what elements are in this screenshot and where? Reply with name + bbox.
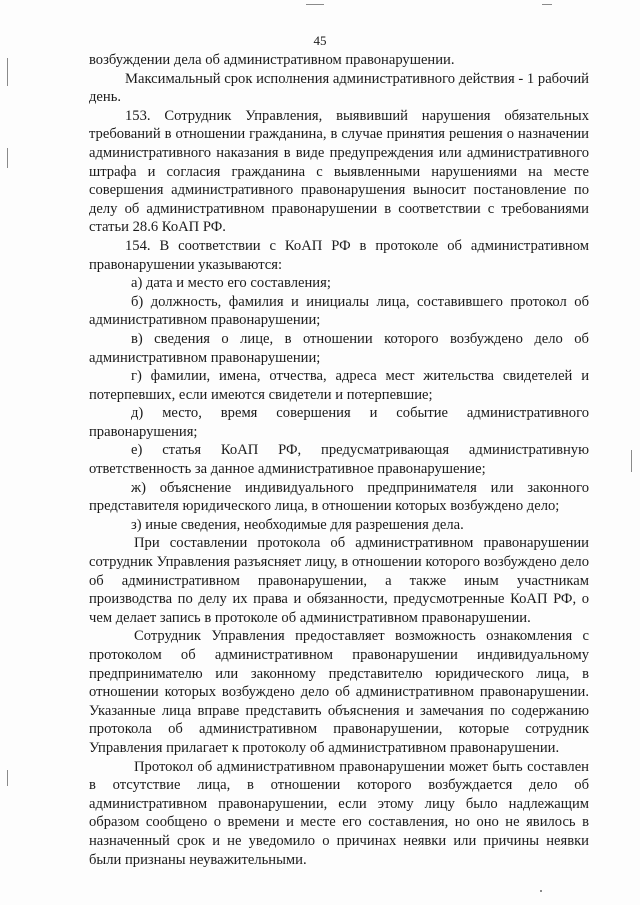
paragraph-rights-explanation: При составлении протокола об административном правонарушении сотрудник Управления разъясняет лицу, в отношении которого возбуждено дело об административном правонарушении, а также иным участникам производства по делу их права и обязанности, предусмотренные КоАП РФ, о чем делает запись в протоколе об административном правонарушении.	[89, 535, 589, 626]
list-item-b: б) должность, фамилия и инициалы лица, составившего протокол об административном правонарушении;	[89, 293, 589, 329]
list-item-z: з) иные сведения, необходимые для разрешения дела.	[131, 516, 464, 533]
paragraph-absence: Протокол об административном правонарушении может быть составлен в отсутствие лица, в отношении которого возбуждается дело об административном правонарушении, если этому лицу было надлежащим образом сообщено о времени и месте его составления, но оно не явилось в назначенный срок и не уведомило о причинах неявки или причины неявки были признаны неуважительными.	[89, 758, 589, 868]
list-item-e: е) статья КоАП РФ, предусматривающая административную ответственность за данное административное правонарушение;	[89, 442, 589, 478]
document-body	[89, 51, 589, 869]
paragraph-max-term: Максимальный срок исполнения административного действия - 1 рабочий день.	[89, 70, 589, 106]
paragraph-protocol-review: Сотрудник Управления предоставляет возможность ознакомления с протоколом об административном правонарушении индивидуальному предпринимателю или законному представителю юридического лица, в отношении которых возбуждено дело об административном правонарушении. Указанные лица вправе представить объяснения и замечания по содержанию протокола об административном правонарушении, которые сотрудник Управления прилагает к протоколу об административном правонарушении.	[89, 628, 589, 756]
paragraph-153: 153. Сотрудник Управления, выявивший нарушения обязательных требований в отношении гражданина, в случае принятия решения о назначении административного наказания в виде предупреждения или административного штрафа и согласия гражданина с выявленными нарушениями на месте совершения административного правонарушения выносит постановление по делу об административном правонарушении в соответствии с требованиями статьи 28.6 КоАП РФ.	[89, 107, 589, 236]
scan-mark-top-right	[542, 4, 552, 5]
list-item-v: в) сведения о лице, в отношении которого возбуждено дело об административном правонарушении;	[89, 330, 589, 366]
scan-mark-left-1	[7, 58, 8, 86]
list-item-a: а) дата и место его составления;	[131, 275, 331, 292]
scan-mark-right	[631, 450, 632, 472]
scan-mark-top	[306, 4, 324, 5]
list-item-d: д) место, время совершения и событие административного правонарушения;	[89, 405, 589, 440]
page-number: 45	[313, 33, 327, 48]
scan-mark-bottom	[540, 890, 542, 892]
list-item-zh: ж) объяснение индивидуального предпринимателя или законного представителя юридического лица, в отношении которых возбуждено дело;	[89, 479, 589, 515]
paragraph-continuation: возбуждении дела об административном правонарушении.	[89, 52, 455, 68]
scan-mark-left-3	[7, 770, 8, 786]
scan-mark-left-2	[7, 148, 8, 168]
paragraph-154: 154. В соответствии с КоАП РФ в протоколе об административном правонарушении указываются:	[89, 237, 589, 273]
list-item-g: г) фамилии, имена, отчества, адреса мест жительства свидетелей и потерпевших, если имеются свидетели и потерпевшие;	[89, 368, 589, 403]
